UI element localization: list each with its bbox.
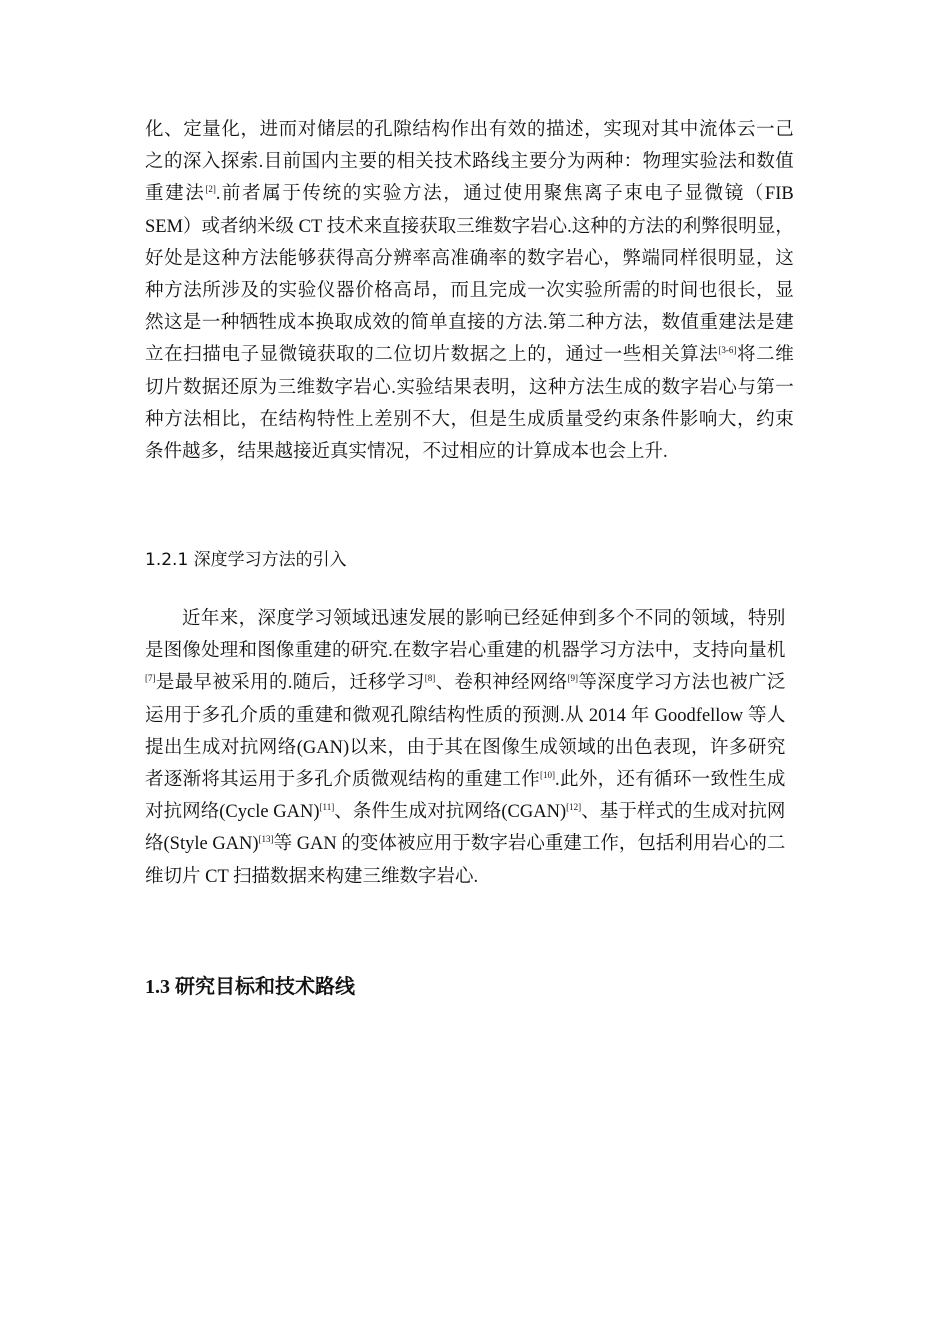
text-run: 立在扫描电子显微镜获取的二位切片数据之上的，通过一些相关算法 bbox=[145, 345, 719, 366]
text-run: 将二维 bbox=[736, 345, 794, 366]
text-run: 等 GAN 的变体被应用于数字岩心重建工作，包括利用岩心的二 bbox=[273, 834, 786, 855]
text-run: 、卷积神经网络 bbox=[435, 673, 568, 694]
citation-ref: [11] bbox=[319, 802, 335, 813]
text-run: 重建法 bbox=[145, 184, 206, 205]
text-line bbox=[145, 796, 785, 828]
text-line: 近年来，深度学习领域迅速发展的影响已经延伸到多个不同的领域，特别 bbox=[182, 609, 786, 629]
citation-ref: [10] bbox=[540, 770, 556, 781]
text-line: 之的深入探索.目前国内主要的相关技术路线主要分为两种：物理实验法和数值 bbox=[145, 152, 794, 173]
citation-ref: [3-6] bbox=[718, 345, 737, 356]
citation-ref: [12] bbox=[566, 802, 582, 813]
text-line: 运用于多孔介质的重建和微观孔隙结构性质的预测.从 2014 年 Goodfellow 等人 bbox=[145, 705, 786, 726]
text-line: 切片数据还原为三维数字岩心.实验结果表明，这种方法生成的数字岩心与第一 bbox=[145, 377, 794, 398]
text-run: 络(Style GAN) bbox=[145, 834, 259, 855]
text-line: 好处是这种方法能够获得高分辨率高准确率的数字岩心，弊端同样很明显，这 bbox=[145, 248, 794, 269]
text-run: 是最早被采用的.随后，迁移学习 bbox=[155, 673, 425, 694]
citation-ref: [8] bbox=[424, 673, 436, 684]
citation-ref: [13] bbox=[258, 834, 274, 845]
citation-ref: [9] bbox=[567, 673, 579, 684]
text-run: .此外，还有循环一致性生成 bbox=[555, 770, 786, 791]
section-number: 1.3 bbox=[145, 976, 170, 998]
text-run: 者逐渐将其运用于多孔介质微观结构的重建工作 bbox=[145, 770, 541, 791]
paragraph-deep-learning-intro bbox=[145, 603, 785, 893]
text-line bbox=[145, 178, 794, 210]
text-line: 化、定量化，进而对储层的孔隙结构作出有效的描述，实现对其中流体云一己 bbox=[145, 120, 794, 140]
text-run: 对抗网络(Cycle GAN) bbox=[145, 802, 320, 823]
text-line: 种方法相比，在结构特性上差别不大，但是生成质量受约束条件影响大，约束 bbox=[145, 409, 794, 430]
citation-ref: [2] bbox=[205, 184, 216, 195]
text-line bbox=[145, 667, 785, 699]
section-heading bbox=[145, 970, 355, 999]
text-run: 、基于样式的生成对抗网 bbox=[581, 802, 786, 823]
text-line: 种方法所涉及的实验仪器价格高昂，而且完成一次实验所需的时间也很长，显 bbox=[145, 281, 794, 302]
text-line: 条件越多，结果越接近真实情况，不过相应的计算成本也会上升. bbox=[145, 442, 668, 463]
text-line bbox=[145, 339, 794, 371]
text-line: 然这是一种牺牲成本换取成效的简单直接的方法.第二种方法，数值重建法是建 bbox=[145, 313, 794, 334]
subsection-heading: 1.2.1 深度学习方法的引入 bbox=[145, 550, 347, 570]
text-line: 是图像处理和图像重建的研究.在数字岩心重建的机器学习方法中，支持向量机 bbox=[145, 641, 786, 662]
text-run: 、条件生成对抗网络(CGAN) bbox=[334, 802, 567, 823]
section-title: 研究目标和技术路线 bbox=[175, 974, 355, 998]
text-line bbox=[145, 828, 785, 860]
text-run: .前者属于传统的实验方法，通过使用聚焦离子束电子显微镜（FIB bbox=[215, 184, 794, 205]
paragraph-numerical-vs-physical-methods bbox=[145, 114, 794, 468]
text-line: SEM）或者纳米级 CT 技术来直接获取三维数字岩心.这种的方法的利弊很明显， bbox=[145, 216, 794, 237]
citation-ref: [7] bbox=[145, 673, 156, 684]
text-line: 维切片 CT 扫描数据来构建三维数字岩心. bbox=[145, 866, 479, 887]
text-line: 提出生成对抗网络(GAN)以来，由于其在图像生成领域的出色表现，许多研究 bbox=[145, 737, 786, 758]
text-run: 等深度学习方法也被广泛 bbox=[578, 673, 786, 694]
text-line bbox=[145, 764, 785, 796]
